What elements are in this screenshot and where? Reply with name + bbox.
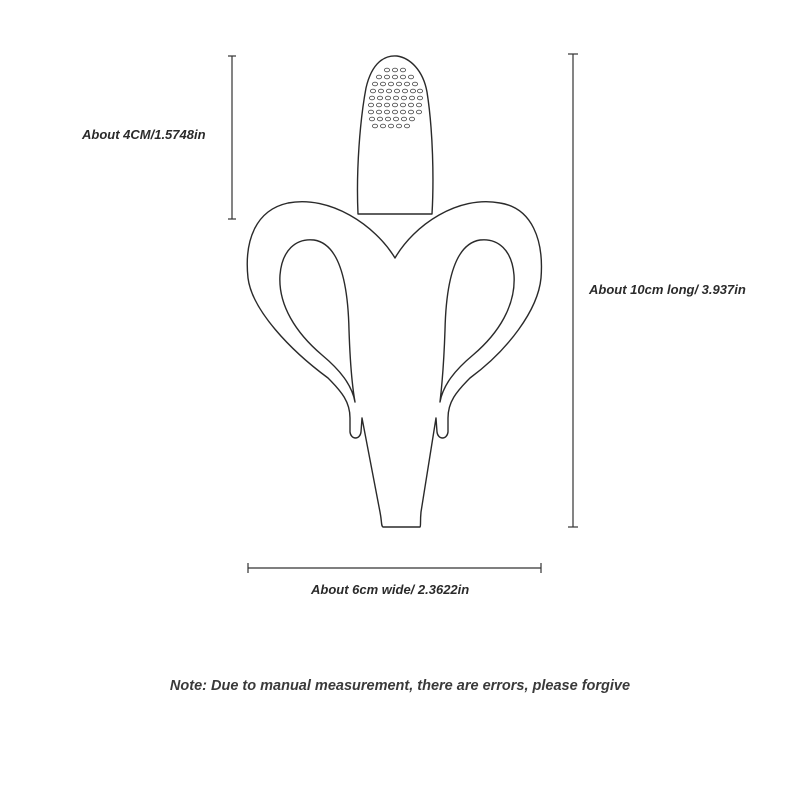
length-label: About 10cm long/ 3.937in xyxy=(589,282,746,297)
banana-tip xyxy=(357,56,432,214)
tip-height-label: About 4CM/1.5748in xyxy=(82,127,206,142)
width-label: About 6cm wide/ 2.3622in xyxy=(311,582,470,597)
length-dimension xyxy=(568,54,578,527)
banana-teether xyxy=(247,56,541,527)
measurement-note: Note: Due to manual measurement, there are errors, please forgive xyxy=(169,678,631,694)
tip-height-dimension xyxy=(228,56,236,219)
width-dimension xyxy=(248,563,541,573)
